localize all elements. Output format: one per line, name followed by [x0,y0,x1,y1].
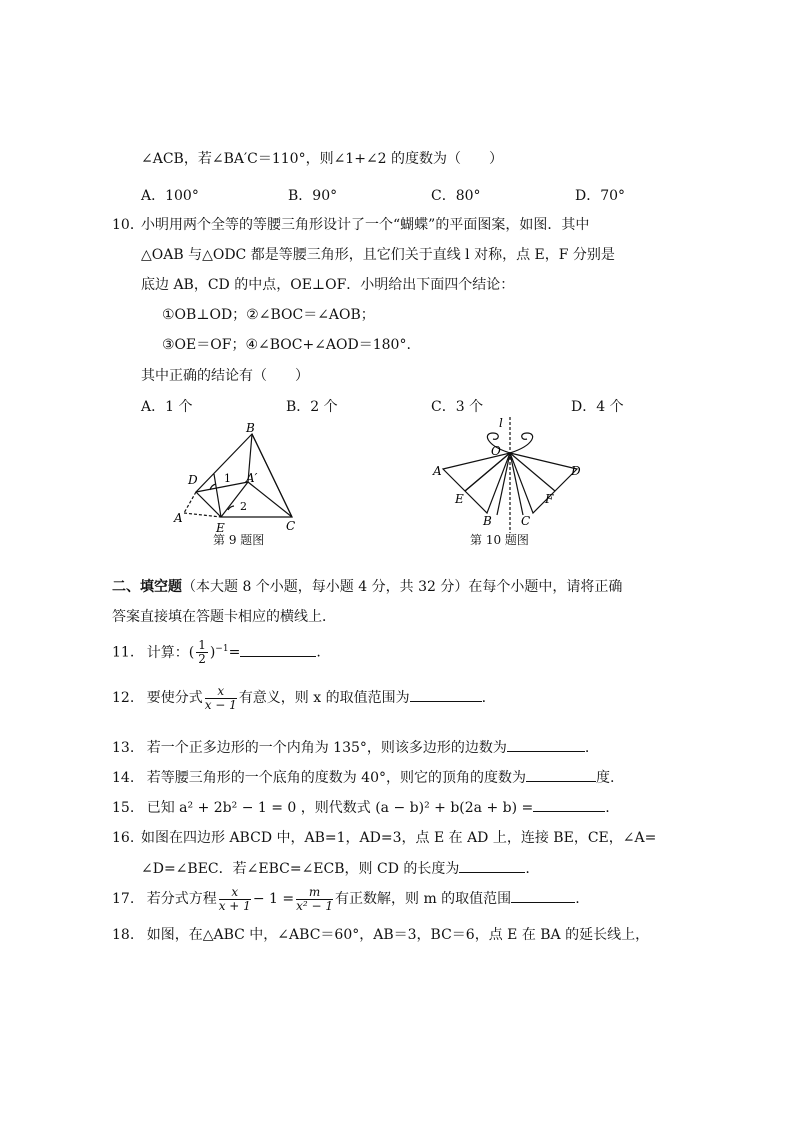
q10-line1: 小明用两个全等的等腰三角形设计了一个“蝴蝶”的平面图案，如图．其中 [141,217,590,233]
q10-line2: △OAB 与△ODC 都是等腰三角形，且它们关于直线 l 对称，点 E，F 分别是 [141,247,615,263]
q15-text: 已知 a² + 2b² − 1 = 0 ，则代数式 (a − b)² + b(2a + b) = [146,800,534,816]
q11-fraction [196,639,208,666]
fig10-label-f: F [545,492,554,506]
q9-option-a: A．100° [141,188,199,204]
fig9-label-c: C [286,519,296,533]
q17-prefix: 若分式方程 [146,891,217,907]
q9-option-b: B．90° [288,188,338,204]
q10-line3: 底边 AB，CD 的中点，OE⊥OF．小明给出下面四个结论： [141,277,515,293]
q17-f2-denominator: x² − 1 [296,898,333,913]
q17-fraction2 [296,886,333,913]
q10-question: 其中正确的结论有（ ） [141,368,309,384]
q9-text-tail: ∠ACB，若∠BA′C＝110°，则∠1+∠2 的度数为（ ） [141,151,504,167]
q10-option-d: D．4 个 [571,399,624,415]
q10-number: 10． [112,217,144,233]
fig10-label-e: E [455,492,464,506]
q14-answer-blank[interactable] [526,767,596,782]
fig10-label-d: D [571,464,581,478]
q9-option-c: C．80° [431,188,481,204]
q9-option-d: D．70° [575,188,626,204]
fig10-antenna-right [510,433,533,453]
fig9-caption: 第 9 题图 [213,533,265,547]
fig10-label-a: A [433,464,442,478]
q13-answer-blank[interactable] [507,737,585,752]
q18-text: 如图，在△ABC 中，∠ABC＝60°，AB＝3，BC＝6，点 E 在 BA 的延长线上， [146,927,650,943]
q12-prefix: 要使分式 [146,690,203,706]
fig9-label-e: E [216,521,225,535]
q12-answer-blank[interactable] [410,687,482,702]
q15: 15. 已知 a² + 2b² − 1 = 0 ，则代数式 (a − b)² + b(2a + b) = . [112,797,610,818]
q17-suffix: 有正数解，则 m 的取值范围 [335,891,512,907]
q10-option-c: C．3 个 [431,399,484,415]
fig9-label-aprime: A′ [246,471,258,485]
q12-numerator: x [205,685,237,699]
q15-answer-blank[interactable] [533,797,605,812]
q17-middle: − 1 = [252,891,295,907]
q16-number: 16. [112,830,135,846]
q10-option-b: B．2 个 [286,399,338,415]
q15-number: 15. [112,800,135,816]
fig10-label-o: O [491,444,501,458]
fig10-label-c: C [521,514,531,528]
figure-10 [425,415,595,540]
q17-f1-numerator: x [219,886,251,900]
q11-prefix: 计算： [146,644,189,661]
q18 [112,925,649,945]
q11-exponent: −1 [215,644,229,654]
fig9-label-1: 1 [224,472,231,485]
q13: 13. 若一个正多边形的一个内角为 135°，则该多边形的边数为 . [112,737,589,758]
q11-suffix: = [228,644,241,661]
q12-number: 12. [112,690,135,706]
section2-intro-rest: （本大题 8 个小题，每小题 4 分，共 32 分）在每个小题中，请将正确 [182,579,623,595]
fig10-label-b: B [483,514,492,528]
q17-answer-blank[interactable] [511,888,575,903]
q16-line2-wrap: ∠D=∠BEC．若∠EBC=∠ECB，则 CD 的长度为 . [141,858,530,879]
q13-text: 若一个正多边形的一个内角为 135°，则该多边形的边数为 [146,740,507,756]
q16-answer-blank[interactable] [459,858,525,873]
q17-number: 17. [112,891,135,907]
q10-option-a: A．1 个 [141,399,193,415]
q11-answer-blank[interactable] [240,642,316,657]
q14-unit: 度 [595,770,610,786]
q12-denominator: x − 1 [204,697,237,712]
section2-intro [112,577,622,597]
q11-number: 11. [112,644,135,661]
q16-line2: ∠D=∠BEC．若∠EBC=∠ECB，则 CD 的长度为 [141,861,460,877]
q16-line1: 如图在四边形 ABCD 中，AB=1，AD=3，点 E 在 AD 上，连接 BE，CE，∠A= [141,830,657,846]
q14: 14. 若等腰三角形的一个底角的度数为 40°，则它的顶角的度数为 度. [112,767,614,788]
q13-number: 13. [112,740,135,756]
fig10-label-l: l [499,416,503,430]
fig9-dashed-line [184,492,196,513]
q17-f2-numerator: m [296,886,333,900]
q11-numerator: 1 [198,638,206,653]
q14-number: 14. [112,770,135,786]
q10-conclusion2: ③OE＝OF；④∠BOC+∠AOD＝180°. [162,337,411,353]
section2-intro-line2: 答案直接填在答题卡相应的横线上． [112,609,336,625]
q11: 11. 计算：( $\frac{1}{2}$ )$^{-1}$= . [112,638,321,667]
q11-denominator: 2 [198,652,206,667]
q10-conclusion1: ①OB⊥OD；②∠BOC＝∠AOB； [162,307,375,323]
fig9-label-d: D [188,473,198,487]
q17: 17. 若分式方程 $\frac{x}{x + 1}$ − 1 = $\frac{m}{\text{x² − 1}}$ 有正数解，则 m 的取值范围 . [112,884,580,913]
q17-f1-denominator: x + 1 [218,898,251,913]
fig10-caption: 第 10 题图 [470,533,529,547]
q12: 12. 要使分式 $\frac{x}{x - 1}$ 有意义，则 x 的取值范围为 . [112,683,487,712]
fig9-label-2: 2 [240,500,247,513]
q12-fraction [205,685,237,712]
q12-suffix: 有意义，则 x 的取值范围为 [238,690,410,706]
fig9-label-b: B [246,421,255,435]
section2-title: 二、填空题 [112,579,182,595]
q17-fraction1 [219,886,251,913]
q14-text: 若等腰三角形的一个底角的度数为 40°，则它的顶角的度数为 [146,770,526,786]
fig9-label-a: A [174,511,183,525]
q18-number: 18. [112,927,135,943]
